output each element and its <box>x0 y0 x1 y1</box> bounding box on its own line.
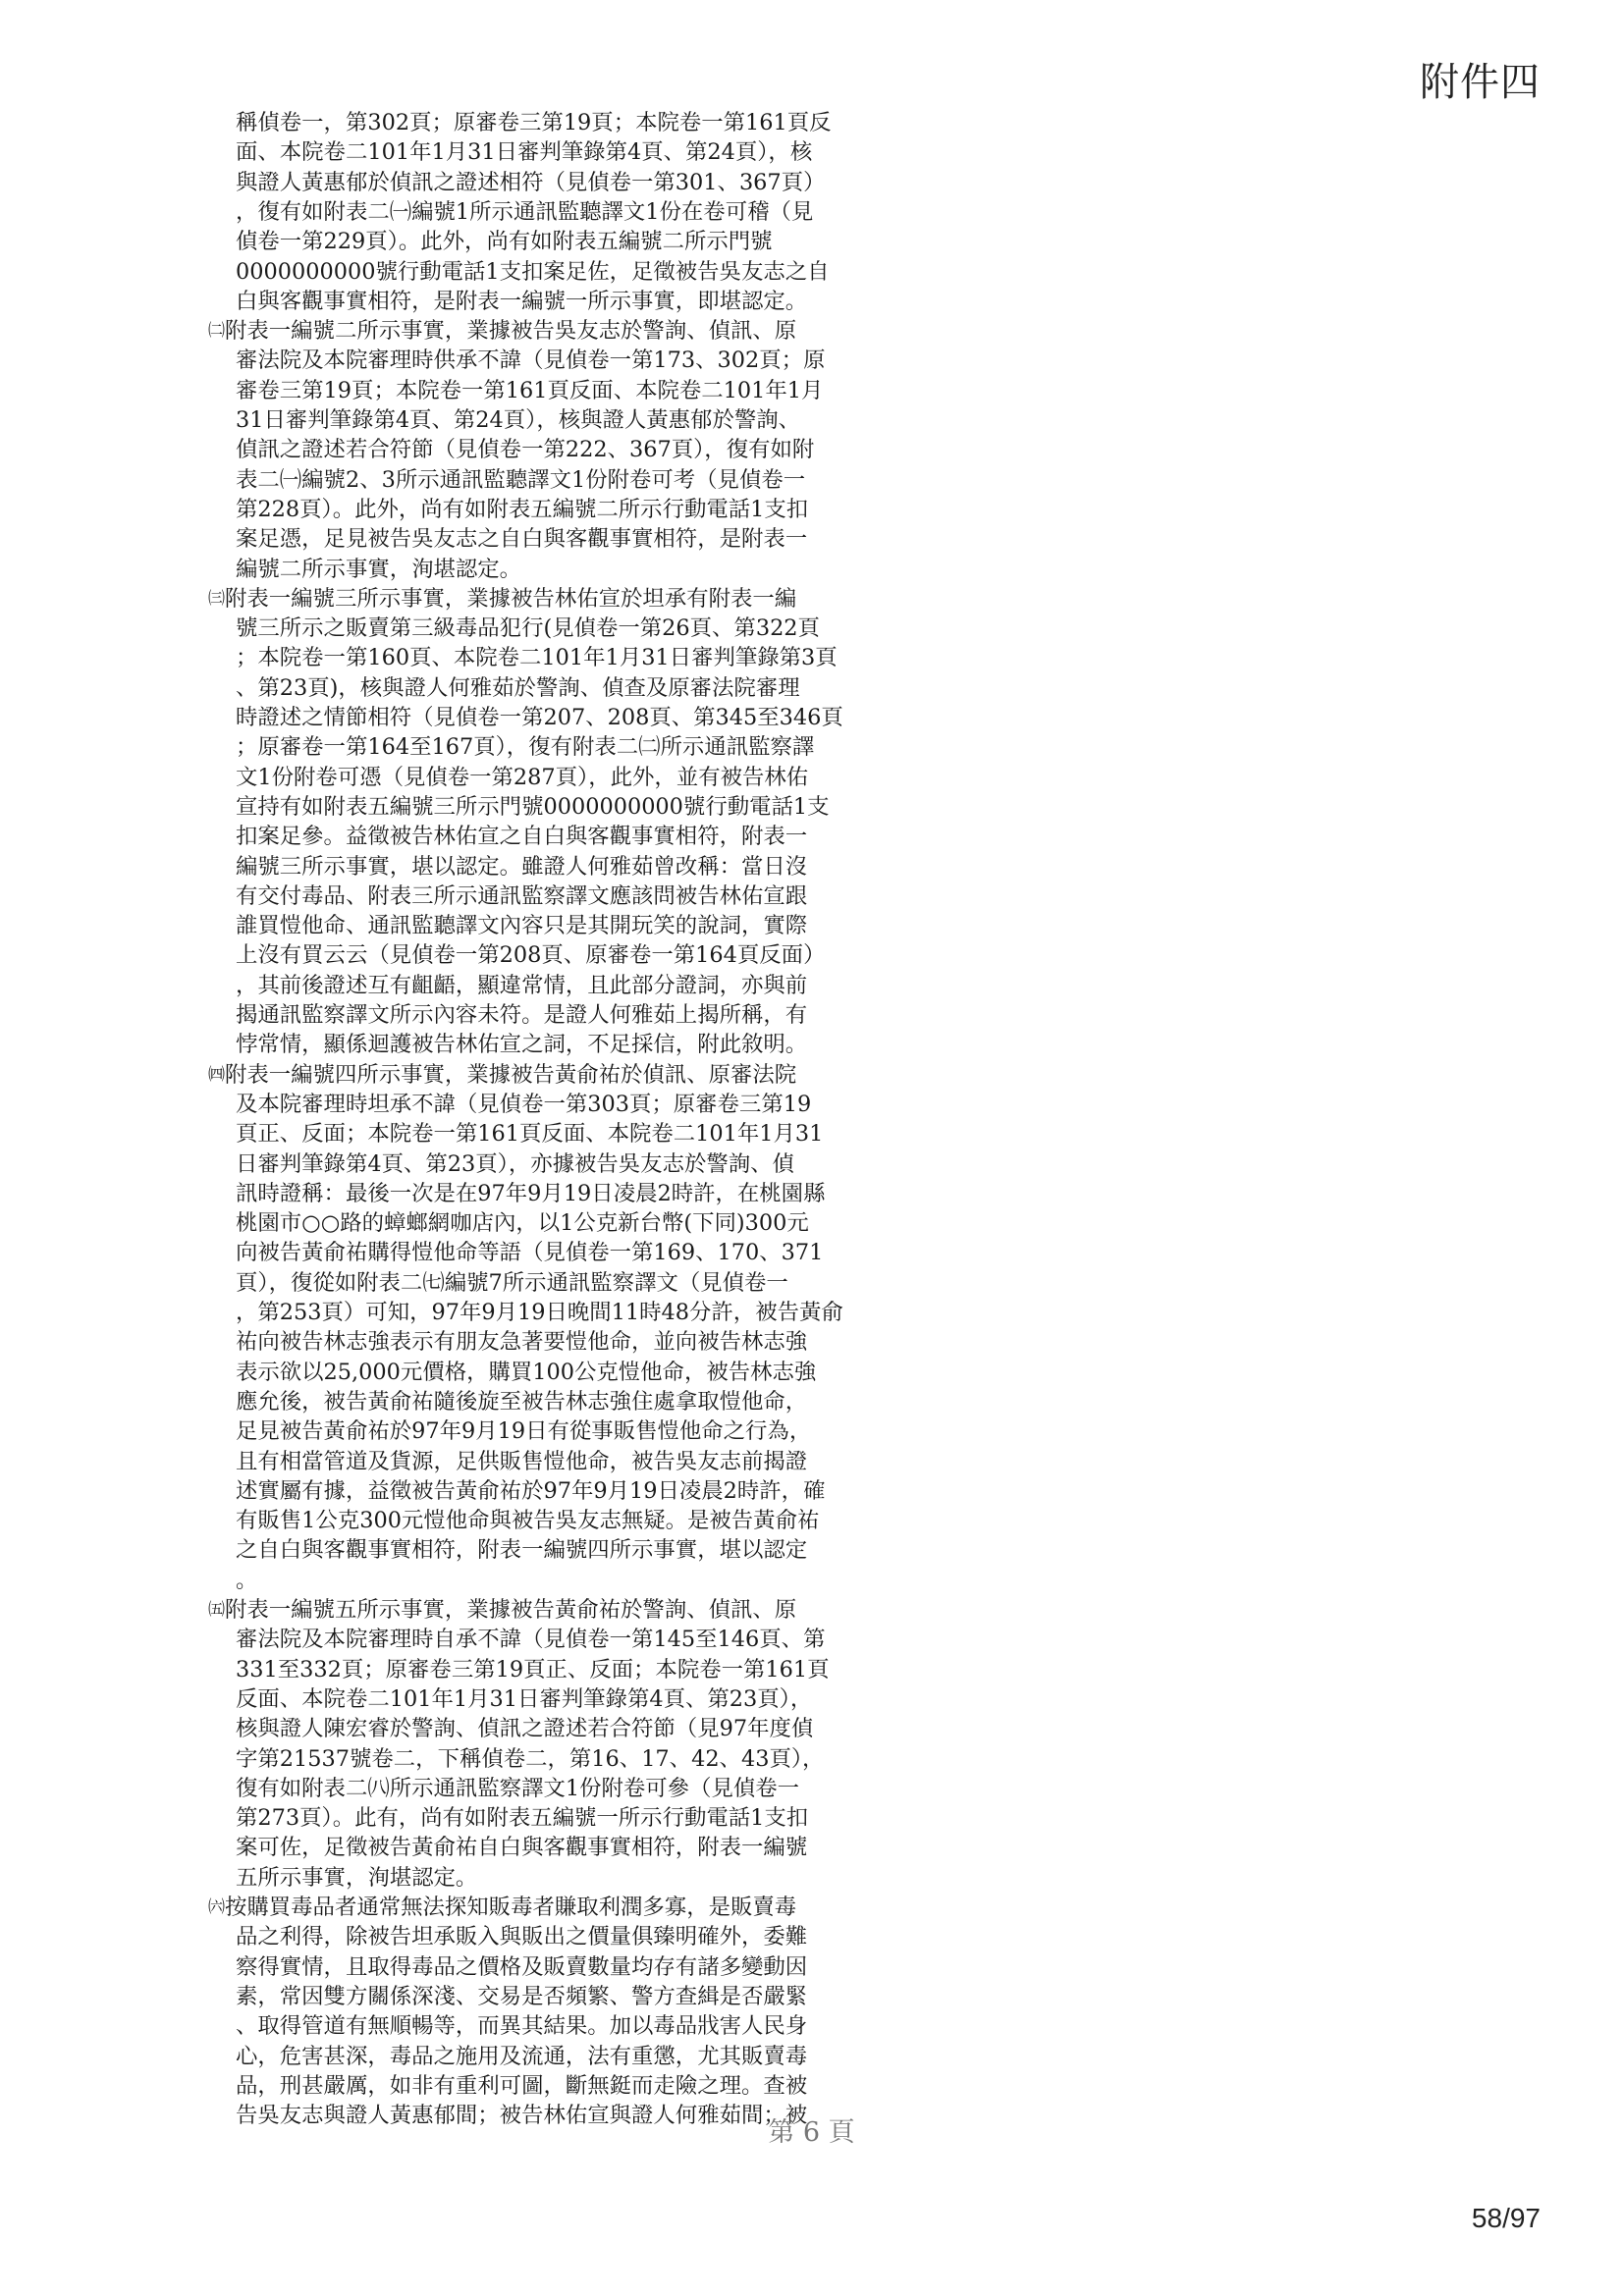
line-text: 日審判筆錄第4頁、第23頁），亦據被告吳友志於警詢、偵 <box>236 1150 794 1177</box>
line-text: 案可佐，足徵被告黃俞祐自白與客觀事實相符，附表一編號 <box>236 1835 808 1861</box>
body-line <box>236 257 830 287</box>
line-text: 案足憑，足見被告吳友志之自白與客觀事實相符，是附表一 <box>236 526 808 553</box>
body-line <box>236 435 814 464</box>
body-line <box>236 1774 799 1803</box>
body-line <box>236 1000 807 1030</box>
body-line <box>236 1714 813 1743</box>
line-text: 素，常因雙方關係深淺、交易是否頻繁、警方查緝是否嚴緊 <box>236 1983 808 2009</box>
body-line <box>236 1566 257 1595</box>
line-text: 誰買愷他命、通訊監聽譯文內容只是其開玩笑的說詞，實際 <box>236 913 808 939</box>
line-text: 訊時證稱：最後一次是在97年9月19日凌晨2時許，在桃園縣 <box>236 1180 826 1206</box>
body-line <box>236 1744 824 1774</box>
line-text: 附表一編號三所示事實，業據被告林佑宣於坦承有附表一編 <box>225 585 797 612</box>
line-text: 桃園市○○路的蟑螂網咖店內，以1公克新台幣(下同)300元 <box>236 1210 809 1237</box>
line-text: 揭通訊監察譯文所示內容未符。是證人何雅茹上揭所稱，有 <box>236 1002 808 1028</box>
line-text: 表示欲以25,000元價格，購買100公克愷他命，被告林志強 <box>236 1359 817 1385</box>
line-text: 審卷三第19頁；本院卷一第161頁反面、本院卷二101年1月 <box>236 377 824 403</box>
line-text: 祐向被告林志強表示有朋友急著要愷他命，並向被告林志強 <box>236 1329 808 1356</box>
body-line <box>236 1982 807 2011</box>
line-text: 審法院及本院審理時自承不諱（見偵卷一第145至146頁、第 <box>236 1627 826 1653</box>
body-line <box>236 614 820 643</box>
paragraph-start-line <box>208 1060 796 1090</box>
paragraph-start-line <box>208 584 796 614</box>
line-text: 頁），復從如附表二㈦編號7所示通訊監察譯文（見偵卷一 <box>236 1269 788 1296</box>
line-text: 。 <box>236 1567 258 1593</box>
paragraph-marker: ㈡ <box>208 321 225 342</box>
body-line <box>236 465 805 495</box>
line-text: 心，危害甚深，毒品之施用及流通，法有重懲，尤其販賣毒 <box>236 2043 808 2069</box>
line-text: 331至332頁；原審卷三第19頁正、反面；本院卷一第161頁 <box>236 1656 830 1682</box>
line-text: 悖常情，顯係迴護被告林佑宣之詞，不足採信，附此敘明。 <box>236 1032 808 1058</box>
body-line <box>236 1952 807 1982</box>
body-line <box>236 1179 825 1208</box>
line-text: 扣案足參。益徵被告林佑宣之自白與客觀事實相符，附表一 <box>236 824 808 850</box>
body-line <box>236 287 807 316</box>
body-line <box>236 495 808 524</box>
body-line <box>236 1476 825 1506</box>
line-text: 審法院及本院審理時供承不諱（見偵卷一第173、302頁；原 <box>236 347 826 374</box>
body-line <box>236 1625 825 1654</box>
body-line <box>236 732 814 762</box>
line-text: ，復有如附表二㈠編號1所示通訊監聽譯文1份在卷可稽（見 <box>236 198 814 225</box>
line-text: 編號三所示事實，堪以認定。雖證人何雅茹曾改稱：當日沒 <box>236 853 808 880</box>
line-text: 按購買毒品者通常無法探知販毒者賺取利潤多寡，是販賣毒 <box>225 1895 797 1920</box>
line-text: 時證述之情節相符（見偵卷一第207、208頁、第345至346頁 <box>236 705 843 730</box>
line-text: 第228頁）。此外，尚有如附表五編號二所示行動電話1支扣 <box>236 496 809 522</box>
line-text: 0000000000號行動電話1支扣案足佐，足徵被告吳友志之自 <box>236 258 830 285</box>
body-line <box>236 1447 807 1476</box>
line-text: 及本院審理時坦承不諱（見偵卷一第303頁；原審卷三第19 <box>236 1091 812 1117</box>
line-text: 、第23頁)，核與證人何雅茹於警詢、偵查及原審法院審理 <box>236 674 800 701</box>
line-text: 向被告黃俞祐購得愷他命等語（見偵卷一第169、170、371 <box>236 1240 824 1266</box>
line-text: 與證人黃惠郁於偵訊之證述相符（見偵卷一第301、367頁） <box>236 169 826 195</box>
body-line <box>236 940 825 970</box>
line-text: 告吳友志與證人黃惠郁間；被告林佑宣與證人何雅茹間；被 <box>236 2103 808 2129</box>
body-line <box>236 911 807 940</box>
body-line <box>236 1803 808 1833</box>
body-line <box>236 1268 788 1298</box>
page-count: 58/97 <box>1471 2203 1541 2233</box>
page-number: 第 6 頁 <box>768 2117 855 2148</box>
body-line <box>236 1298 843 1327</box>
body-line <box>236 852 807 881</box>
body-line <box>236 1655 830 1684</box>
line-text: 偵訊之證述若合符節（見偵卷一第222、367頁），復有如附 <box>236 437 815 463</box>
line-text: 五所示事實，洵堪認定。 <box>236 1864 478 1891</box>
line-text: 足見被告黃俞祐於97年9月19日有從事販售愷他命之行為， <box>236 1418 812 1445</box>
line-text: 表二㈠編號2、3所示通訊監聽譯文1份附卷可考（見偵卷一 <box>236 466 806 493</box>
line-text: 31日審判筆錄第4頁、第24頁），核與證人黃惠郁於警詢、 <box>236 407 801 433</box>
line-text: 且有相當管道及貨源，足供販售愷他命，被告吳友志前揭證 <box>236 1448 808 1474</box>
line-text: 編號二所示事實，洵堪認定。 <box>236 556 522 582</box>
body-line <box>236 1506 819 1535</box>
line-text: 之自白與客觀事實相符，附表一編號四所示事實，堪以認定 <box>236 1537 808 1564</box>
line-text: 白與客觀事實相符，是附表一編號一所示事實，即堪認定。 <box>236 288 808 314</box>
line-text: ，第253頁）可知，97年9月19日晚間11時48分許，被告黃俞 <box>236 1300 843 1325</box>
body-line <box>236 1030 807 1059</box>
line-text: 字第21537號卷二，下稱偵卷二，第16、17、42、43頁）， <box>236 1745 825 1772</box>
body-line <box>236 376 823 405</box>
body-line <box>236 1327 807 1357</box>
line-text: 偵卷一第229頁）。此外，尚有如附表五編號二所示門號 <box>236 229 773 255</box>
paragraph-marker: ㈣ <box>208 1064 225 1085</box>
line-text: 附表一編號二所示事實，業據被告吳友志於警詢、偵訊、原 <box>225 318 797 345</box>
line-text: 有交付毒品、附表三所示通訊監察譯文應該問被告林佑宣跟 <box>236 882 808 909</box>
body-line <box>236 197 813 227</box>
body-line <box>236 524 807 554</box>
body-line <box>236 2071 807 2101</box>
line-text: 稱偵卷一，第302頁；原審卷三第19頁；本院卷一第161頁反 <box>236 110 832 135</box>
line-text: 號三所示之販賣第三級毒品犯行(見偵卷一第26頁、第322頁 <box>236 615 820 642</box>
body-line <box>236 1922 807 1951</box>
line-text: 文1份附卷可憑（見偵卷一第287頁），此外，並有被告林佑 <box>236 764 809 790</box>
line-text: ；原審卷一第164至167頁），復有附表二㈡所示通訊監察譯 <box>236 734 815 761</box>
body-line <box>236 1358 816 1387</box>
body-line <box>236 1238 823 1267</box>
body-line <box>236 703 843 732</box>
line-text: 品，刑甚嚴厲，如非有重利可圖，斷無鋌而走險之理。查被 <box>236 2072 808 2099</box>
body-line <box>236 227 773 256</box>
body-line <box>236 643 838 672</box>
line-text: 頁正、反面；本院卷一第161頁反面、本院卷二101年1月31 <box>236 1121 824 1148</box>
line-text: 第273頁）。此有，尚有如附表五編號一所示行動電話1支扣 <box>236 1805 809 1832</box>
line-text: 述實屬有據，益徵被告黃俞祐於97年9月19日凌晨2時許，確 <box>236 1477 826 1504</box>
line-text: 應允後，被告黃俞祐隨後旋至被告林志強住處拿取愷他命， <box>236 1388 808 1415</box>
body-line <box>236 1119 823 1148</box>
body-line <box>236 137 812 167</box>
body-line <box>236 2011 807 2041</box>
body-line <box>236 346 825 375</box>
body-line <box>236 1208 809 1238</box>
paragraph-marker: ㈥ <box>208 1897 225 1917</box>
line-text: 附表一編號四所示事實，業據被告黃俞祐於偵訊、原審法院 <box>225 1061 797 1088</box>
body-line <box>236 1149 794 1179</box>
annex-label: 附件四 <box>1420 60 1541 105</box>
body-line <box>236 405 800 435</box>
body-line <box>236 971 807 1000</box>
line-text: 宣持有如附表五編號三所示門號0000000000號行動電話1支 <box>236 793 830 820</box>
paragraph-start-line <box>208 1595 796 1625</box>
line-text: 面、本院卷二101年1月31日審判筆錄第4頁、第24頁），核 <box>236 139 813 166</box>
line-text: ，其前後證述互有齟齬，顯違常情，且此部分證詞，亦與前 <box>236 972 808 998</box>
body-line <box>236 108 832 137</box>
body-line <box>236 1416 811 1446</box>
line-text: ；本院卷一第160頁、本院卷二101年1月31日審判筆錄第3頁 <box>236 645 838 671</box>
body-line <box>236 1090 811 1119</box>
body-line <box>236 1863 477 1893</box>
line-text: 復有如附表二㈧所示通訊監察譯文1份附卷可參（見偵卷一 <box>236 1775 800 1801</box>
line-text: 察得實情，且取得毒品之價格及販賣數量均存有諸多變動因 <box>236 1953 808 1980</box>
paragraph-marker: ㈢ <box>208 588 225 609</box>
line-text: 上沒有買云云（見偵卷一第208頁、原審卷一第164頁反面） <box>236 942 826 969</box>
body-line <box>236 1387 807 1416</box>
line-text: 、取得管道有無順暢等，而異其結果。加以毒品戕害人民身 <box>236 2013 808 2040</box>
body-line <box>236 881 807 911</box>
line-text: 有販售1公克300元愷他命與被告吳友志無疑。是被告黃俞祐 <box>236 1508 820 1534</box>
body-line <box>236 168 825 197</box>
paragraph-start-line <box>208 1893 796 1922</box>
line-text: 反面、本院卷二101年1月31日審判筆錄第4頁、第23頁）， <box>236 1685 813 1712</box>
body-line <box>236 2042 807 2071</box>
line-text: 品之利得，除被告坦承販入與販出之價量俱臻明確外，委難 <box>236 1924 808 1950</box>
body-line <box>236 763 808 792</box>
paragraph-marker: ㈤ <box>208 1600 225 1620</box>
body-line <box>236 822 807 851</box>
body-line <box>236 1684 812 1714</box>
body-line <box>236 792 830 822</box>
body-line <box>236 555 521 584</box>
body-line <box>236 1833 807 1862</box>
body-line <box>236 673 800 703</box>
paragraph-start-line <box>208 316 796 346</box>
line-text: 附表一編號五所示事實，業據被告黃俞祐於警詢、偵訊、原 <box>225 1597 797 1623</box>
body-line <box>236 1535 807 1565</box>
line-text: 核與證人陳宏睿於警詢、偵訊之證述若合符節（見97年度偵 <box>236 1716 814 1742</box>
